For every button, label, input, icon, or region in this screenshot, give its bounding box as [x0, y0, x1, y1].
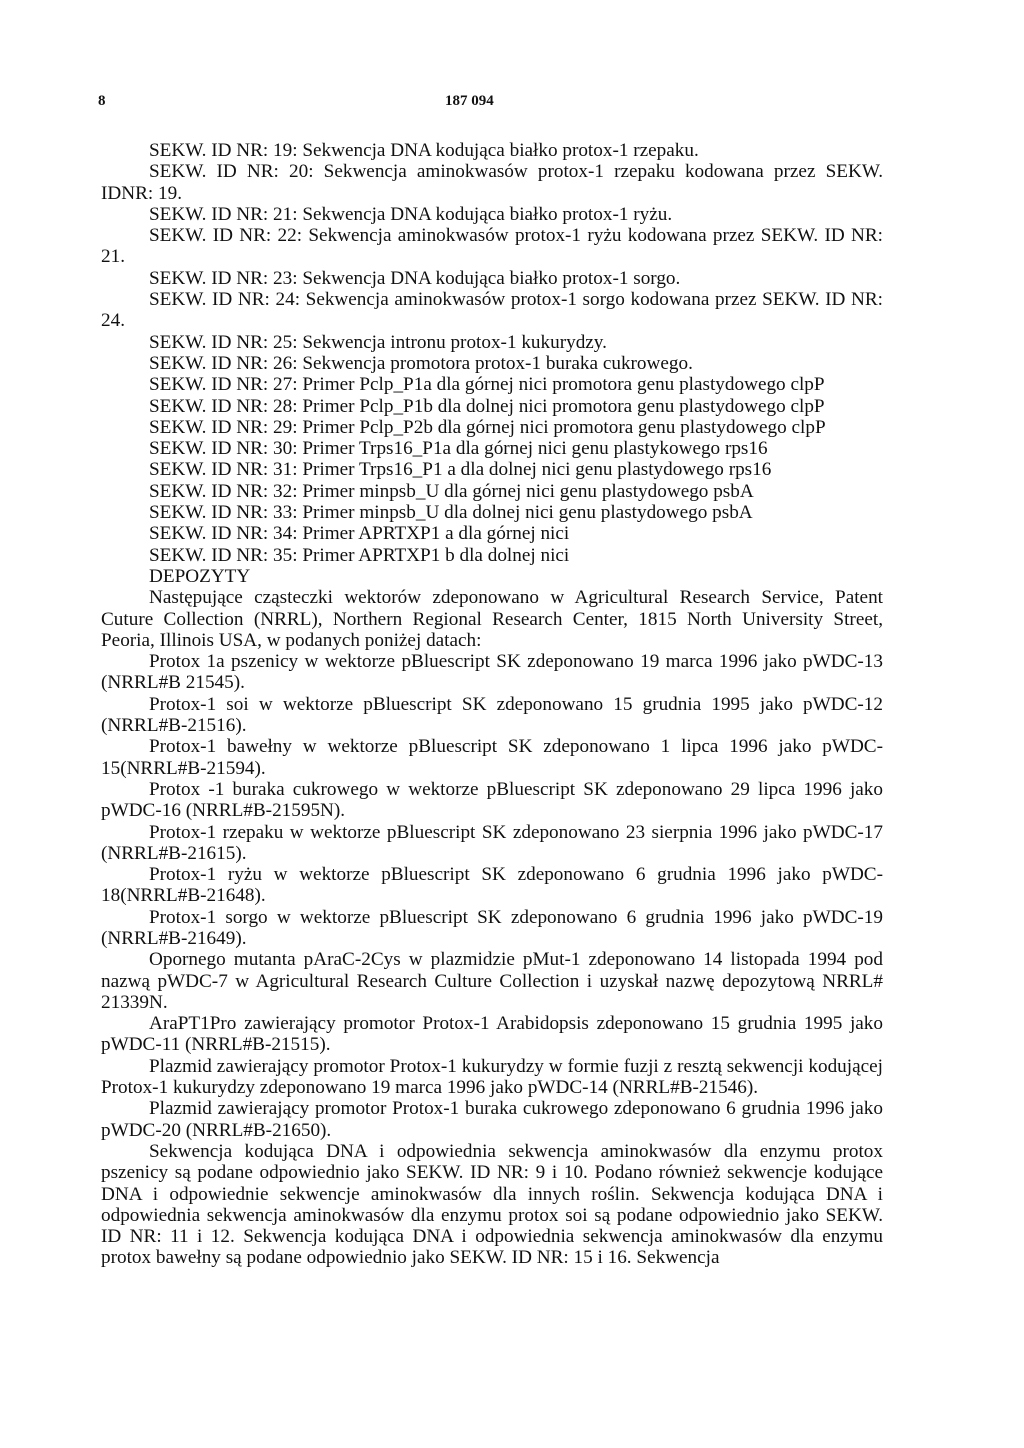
paragraph: Opornego mutanta pAraC-2Cys w plazmidzie pMut-1 zdeponowano 14 listopada 1994 pod nazwą pWDC-7 w Agricultural Research Culture Collection i uzyskał nazwę depozytową NRRL# 21339N. [101, 949, 883, 1013]
seq-entry: SEKW. ID NR: 33: Primer minpsb_U dla dolnej nici genu plastydowego psbA [149, 502, 753, 524]
seq-entry: SEKW. ID NR: 30: Primer Trps16_P1a dla górnej nici genu plastykowego rps16 [149, 438, 768, 460]
paragraph: Protox-1 sorgo w wektorze pBluescript SK zdeponowano 6 grudnia 1996 jako pWDC-19 (NRRL#B-21649). [101, 906, 883, 949]
seq-entry: SEKW. ID NR: 24: Sekwencja aminokwasów protox-1 sorgo kodowana przez SEKW. ID NR: 24. [101, 289, 883, 332]
seq-entry: SEKW. ID NR: 23: Sekwencja DNA kodująca białko protox-1 sorgo. [149, 267, 681, 289]
page-header [0, 93, 1024, 115]
seq-entry: SEKW. ID NR: 27: Primer Pclp_P1a dla górnej nici promotora genu plastydowego clpP [149, 374, 825, 396]
paragraph: Następujące cząsteczki wektorów zdeponowano w Agricultural Research Service, Patent Cuture Collection (NRRL), Northern Regional Research Center, 1815 North University Street, Peoria, Illinois USA, w podanych poniżej datach: [101, 587, 883, 651]
paragraph: Protox-1 ryżu w wektorze pBluescript SK zdeponowano 6 grudnia 1996 jako pWDC-18(NRRL#B-21648). [101, 864, 883, 907]
document-body [101, 140, 883, 1269]
paragraph: Protox 1a pszenicy w wektorze pBluescript SK zdeponowano 19 marca 1996 jako pWDC-13 (NRRL#B 21545). [101, 651, 883, 694]
seq-entry: SEKW. ID NR: 31: Primer Trps16_P1 a dla dolnej nici genu plastydowego rps16 [149, 459, 772, 481]
seq-entry: SEKW. ID NR: 34: Primer APRTXP1 a dla górnej nici [149, 523, 570, 545]
seq-entry: SEKW. ID NR: 21: Sekwencja DNA kodująca białko protox-1 ryżu. [149, 203, 673, 225]
page-number: 8 [98, 93, 106, 109]
seq-entry: SEKW. ID NR: 28: Primer Pclp_P1b dla dolnej nici promotora genu plastydowego clpP [149, 395, 825, 417]
seq-entry: SEKW. ID NR: 29: Primer Pclp_P2b dla górnej nici promotora genu plastydowego clpP [149, 416, 826, 438]
seq-entry: SEKW. ID NR: 26: Sekwencja promotora protox-1 buraka cukrowego. [149, 352, 693, 374]
document-number: 187 094 [445, 93, 494, 109]
paragraph: Protox-1 rzepaku w wektorze pBluescript SK zdeponowano 23 sierpnia 1996 jako pWDC-17 (NRRL#B-21615). [101, 821, 883, 864]
seq-entry: SEKW. ID NR: 25: Sekwencja intronu protox-1 kukurydzy. [149, 331, 607, 353]
seq-entry: SEKW. ID NR: 20: Sekwencja aminokwasów protox-1 rzepaku kodowana przez SEKW. IDNR: 19. [101, 161, 883, 204]
seq-entry: SEKW. ID NR: 22: Sekwencja aminokwasów protox-1 ryżu kodowana przez SEKW. ID NR: 21. [101, 225, 883, 268]
paragraph: Sekwencja kodująca DNA i odpowiednia sekwencja aminokwasów dla enzymu protox pszenicy są podane odpowiednio jako SEKW. ID NR: 9 i 10. Podano również sekwencje kodujące DNA i odpowiednie sekwencje aminokwasów dla innych roślin. Sekwencja kodująca DNA i odpowiednia sekwencja aminokwasów dla enzymu protox soi są podane odpowiednio jako SEKW. ID NR: 11 i 12. Sekwencja kodująca DNA i odpowiednia sekwencja aminokwasów dla enzymu protox bawełny są podane odpowiednio jako SEKW. ID NR: 15 i 16. Sekwencja [101, 1140, 883, 1269]
paragraph: AraPT1Pro zawierający promotor Protox-1 Arabidopsis zdeponowano 15 grudnia 1995 jako pWDC-11 (NRRL#B-21515). [101, 1013, 883, 1056]
seq-entry: SEKW. ID NR: 19: Sekwencja DNA kodująca białko protox-1 rzepaku. [149, 140, 699, 161]
seq-entry: SEKW. ID NR: 35: Primer APRTXP1 b dla dolnej nici [149, 544, 570, 566]
section-heading: DEPOZYTY [149, 565, 251, 587]
paragraph: Protox-1 bawełny w wektorze pBluescript SK zdeponowano 1 lipca 1996 jako pWDC-15(NRRL#B-21594). [101, 736, 883, 779]
paragraph: Protox -1 buraka cukrowego w wektorze pBluescript SK zdeponowano 29 lipca 1996 jako pWDC-16 (NRRL#B-21595N). [101, 778, 883, 822]
paragraph: Plazmid zawierający promotor Protox-1 buraka cukrowego zdeponowano 6 grudnia 1996 jako pWDC-20 (NRRL#B-21650). [101, 1098, 883, 1141]
seq-entry: SEKW. ID NR: 32: Primer minpsb_U dla górnej nici genu plastydowego psbA [149, 480, 754, 502]
paragraph: Plazmid zawierający promotor Protox-1 kukurydzy w formie fuzji z resztą sekwencji kodującej Protox-1 kukurydzy zdeponowano 19 marca 1996 jako pWDC-14 (NRRL#B-21546). [101, 1055, 883, 1099]
paragraph: Protox-1 soi w wektorze pBluescript SK zdeponowano 15 grudnia 1995 jako pWDC-12 (NRRL#B-21516). [101, 693, 883, 737]
